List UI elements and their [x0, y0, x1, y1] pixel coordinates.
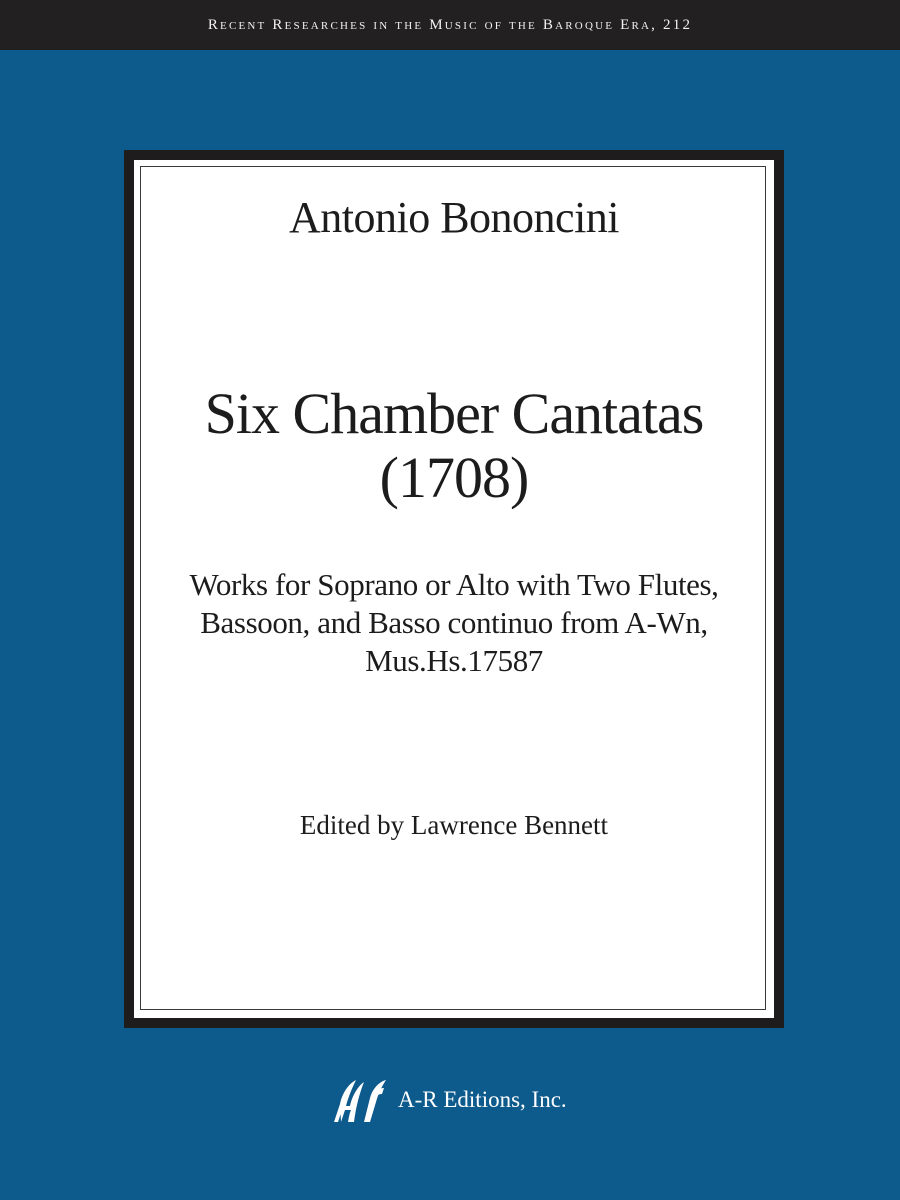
- publisher-block: [330, 1076, 567, 1124]
- book-subtitle: [150, 566, 758, 680]
- editor-credit: Edited by Lawrence Bennett: [299, 810, 609, 840]
- book-title: [134, 382, 774, 510]
- book-title-year: (1708): [379, 445, 529, 510]
- ar-logo-icon: [330, 1076, 388, 1124]
- subtitle-line: Mus.Hs.17587: [365, 643, 543, 678]
- subtitle-line: Works for Soprano or Alto with Two Flutes,: [189, 567, 719, 602]
- book-title-line: Six Chamber Cantatas: [204, 381, 704, 446]
- series-banner: [0, 0, 900, 50]
- publisher-name: A-R Editions, Inc.: [398, 1087, 567, 1112]
- subtitle-line: Bassoon, and Basso continuo from A-Wn,: [200, 605, 708, 640]
- series-title: Recent Researches in the Music of the Baroque Era, 212: [207, 16, 693, 33]
- composer-name: Antonio Bononcini: [288, 193, 620, 242]
